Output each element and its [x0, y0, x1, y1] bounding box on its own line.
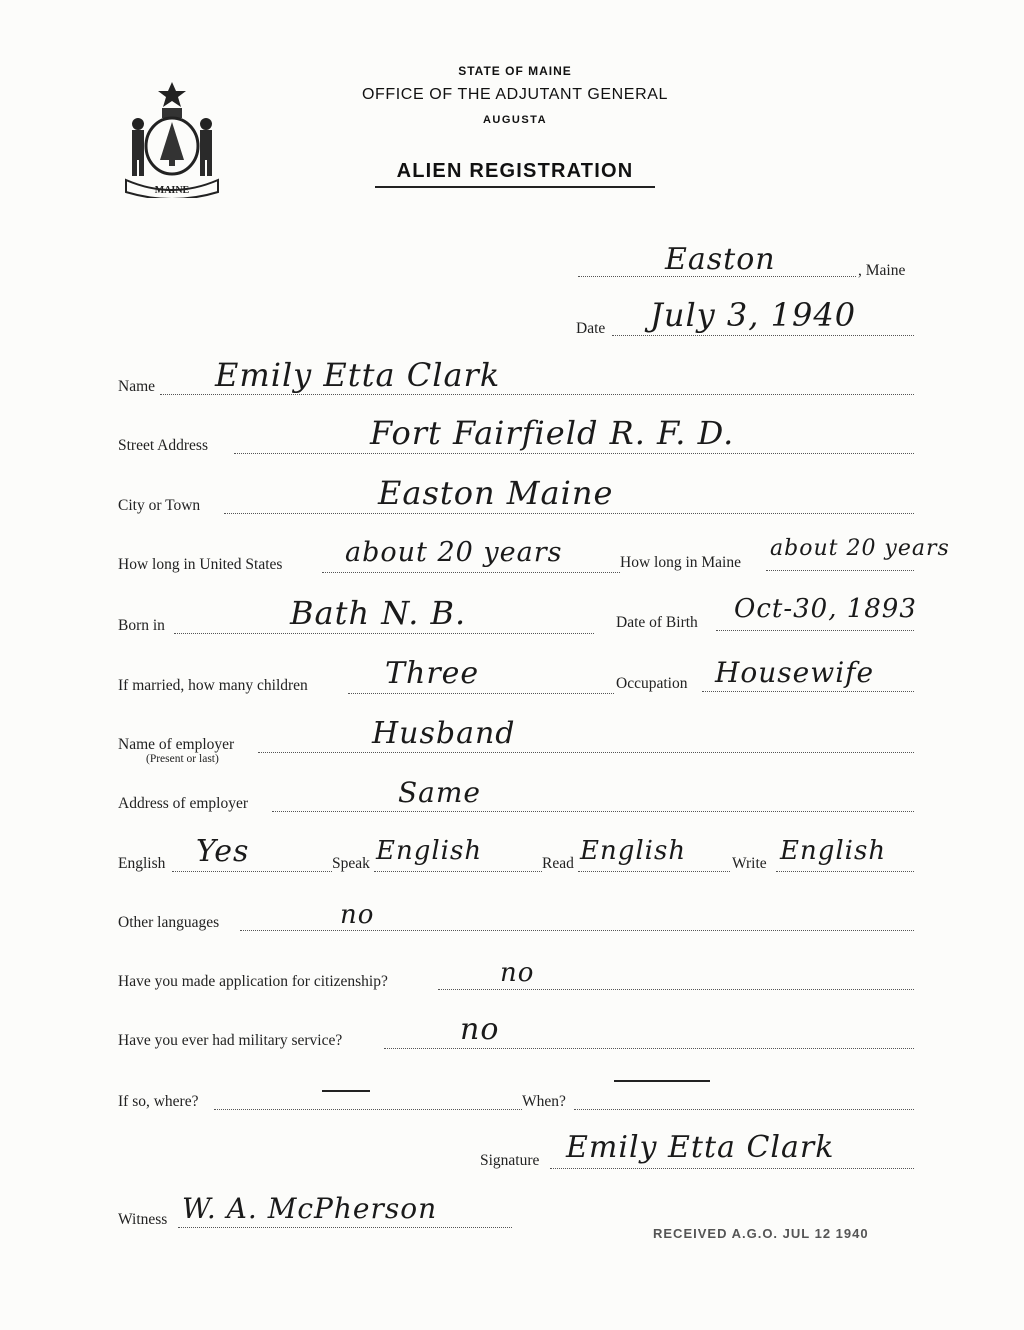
- write-line: [776, 871, 914, 872]
- employer-name-value: Husband: [372, 716, 516, 751]
- signature-label: Signature: [480, 1152, 540, 1169]
- other-languages-line: [240, 930, 914, 931]
- witness-line: [178, 1227, 512, 1228]
- employer-address-value: Same: [398, 776, 481, 809]
- name-line: [160, 394, 914, 395]
- children-label: If married, how many children: [118, 677, 308, 694]
- citizenship-label: Have you made application for citizenship?: [118, 973, 388, 990]
- received-stamp: RECEIVED A.G.O. JUL 12 1940: [653, 1226, 869, 1241]
- name-value: Emily Etta Clark: [215, 356, 501, 394]
- how-long-us-value: about 20 years: [345, 537, 563, 568]
- occupation-value: Housewife: [715, 656, 875, 689]
- read-label: Read: [542, 855, 574, 872]
- employer-address-label: Address of employer: [118, 795, 248, 812]
- how-long-us-line: [322, 572, 620, 573]
- where-dash: [322, 1090, 370, 1092]
- military-label: Have you ever had military service?: [118, 1032, 343, 1049]
- english-value: Yes: [196, 834, 250, 869]
- employer-address-line: [272, 811, 914, 812]
- name-label: Name: [118, 378, 156, 395]
- street-line: [234, 453, 914, 454]
- header-office: OFFICE OF THE ADJUTANT GENERAL: [361, 86, 669, 103]
- city-label: City or Town: [118, 497, 201, 514]
- maine-label: , Maine: [858, 262, 906, 279]
- title-underline: [375, 186, 655, 188]
- occupation-label: Occupation: [616, 675, 688, 692]
- citizenship-line: [438, 989, 914, 990]
- town-value: Easton: [665, 242, 776, 277]
- children-value: Three: [385, 656, 480, 691]
- children-line: [348, 693, 614, 694]
- maine-state-seal-icon: [118, 80, 226, 198]
- write-label: Write: [732, 855, 767, 872]
- other-languages-value: no: [340, 900, 375, 930]
- header-state: STATE OF MAINE: [458, 64, 572, 78]
- citizenship-value: no: [500, 958, 535, 988]
- read-value: English: [580, 836, 687, 866]
- when-label: When?: [522, 1093, 566, 1110]
- date-label: Date: [576, 320, 606, 337]
- english-line: [172, 871, 332, 872]
- speak-value: English: [376, 836, 483, 866]
- employer-name-label: Name of employer: [118, 736, 235, 753]
- where-label: If so, where?: [118, 1093, 199, 1110]
- seal-motto-text: MAINE: [154, 185, 190, 196]
- speak-line: [374, 871, 542, 872]
- header-city: AUGUSTA: [482, 114, 548, 126]
- other-languages-label: Other languages: [118, 914, 220, 931]
- speak-label: Speak: [332, 855, 370, 872]
- street-value: Fort Fairfield R. F. D.: [370, 414, 735, 452]
- read-line: [578, 871, 730, 872]
- form-title: ALIEN REGISTRATION: [396, 160, 634, 182]
- date-value: July 3, 1940: [650, 296, 857, 334]
- city-value: Easton Maine: [378, 474, 614, 512]
- born-in-label: Born in: [118, 617, 165, 634]
- when-dash: [614, 1080, 710, 1082]
- where-line: [214, 1109, 522, 1110]
- occupation-line: [702, 691, 914, 692]
- date-of-birth-value: Oct-30, 1893: [734, 594, 917, 624]
- employer-name-note: (Present or last): [146, 753, 219, 765]
- how-long-maine-value: about 20 years: [770, 536, 950, 561]
- street-label: Street Address: [118, 437, 208, 454]
- military-value: no: [460, 1012, 500, 1047]
- write-value: English: [780, 836, 887, 866]
- military-line: [384, 1048, 914, 1049]
- when-line: [574, 1109, 914, 1110]
- signature-line: [550, 1168, 914, 1169]
- employer-name-line: [258, 752, 914, 753]
- how-long-maine-line: [766, 570, 914, 571]
- city-line: [224, 513, 914, 514]
- witness-value: W. A. McPherson: [182, 1192, 438, 1225]
- how-long-us-label: How long in United States: [118, 556, 283, 573]
- born-in-value: Bath N. B.: [290, 594, 467, 632]
- witness-label: Witness: [118, 1211, 168, 1228]
- signature-value: Emily Etta Clark: [566, 1130, 835, 1165]
- born-in-line: [174, 633, 594, 634]
- date-of-birth-label: Date of Birth: [616, 614, 698, 631]
- date-line: [612, 335, 914, 336]
- how-long-maine-label: How long in Maine: [620, 554, 741, 571]
- english-label: English: [118, 855, 166, 872]
- date-of-birth-line: [716, 630, 914, 631]
